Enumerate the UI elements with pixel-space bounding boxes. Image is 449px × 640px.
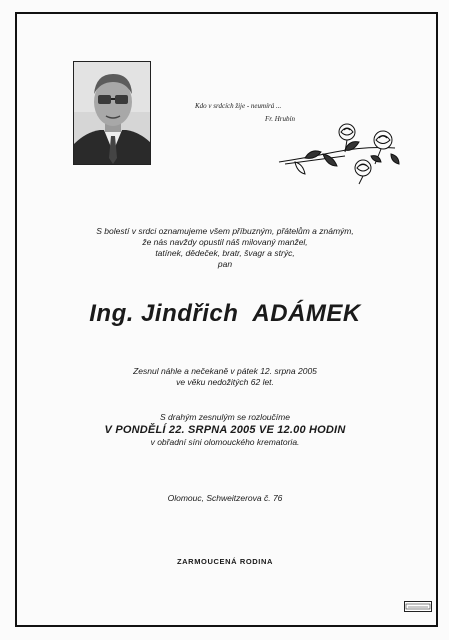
death-line: ve věku nedožitých 62 let.: [176, 377, 274, 387]
deceased-first-name: Ing. Jindřich: [89, 300, 239, 327]
death-line: Zesnul náhle a nečekaně v pátek 12. srpna 2005: [133, 366, 317, 376]
roses-illustration: [275, 118, 405, 190]
announcement-line: že nás navždy opustil náš milovaný manžel,: [142, 237, 308, 247]
funeral-line: S drahým zesnulým se rozloučíme: [160, 412, 290, 422]
poem-line: Kdo v srdcích žije - neumírá ...: [195, 102, 282, 110]
announcement-line: tatínek, dědeček, bratr, švagr a strýc,: [155, 248, 295, 258]
funeral-details: [60, 412, 390, 448]
deceased-surname: ADÁMEK: [252, 300, 361, 327]
deceased-name: [40, 300, 410, 328]
mourning-family: ZARMOUCENÁ RODINA: [176, 557, 274, 566]
poem-author: Fr. Hrubín: [265, 115, 295, 123]
announcement-line: pan: [217, 259, 233, 269]
family-address: Olomouc, Schweitzerova č. 76: [167, 493, 283, 503]
printer-stamp: [404, 601, 432, 612]
announcement-line: S bolestí v srdci oznamujeme všem příbuzným, přátelům a známým,: [96, 226, 354, 236]
funeral-place: v obřadní síni olomouckého krematoria.: [150, 437, 300, 447]
death-details: [60, 366, 390, 388]
announcement-text: [60, 226, 390, 270]
portrait-photo: [73, 61, 151, 165]
funeral-date: V PONDĚLÍ 22. SRPNA 2005 VE 12.00 HODIN: [104, 424, 346, 436]
